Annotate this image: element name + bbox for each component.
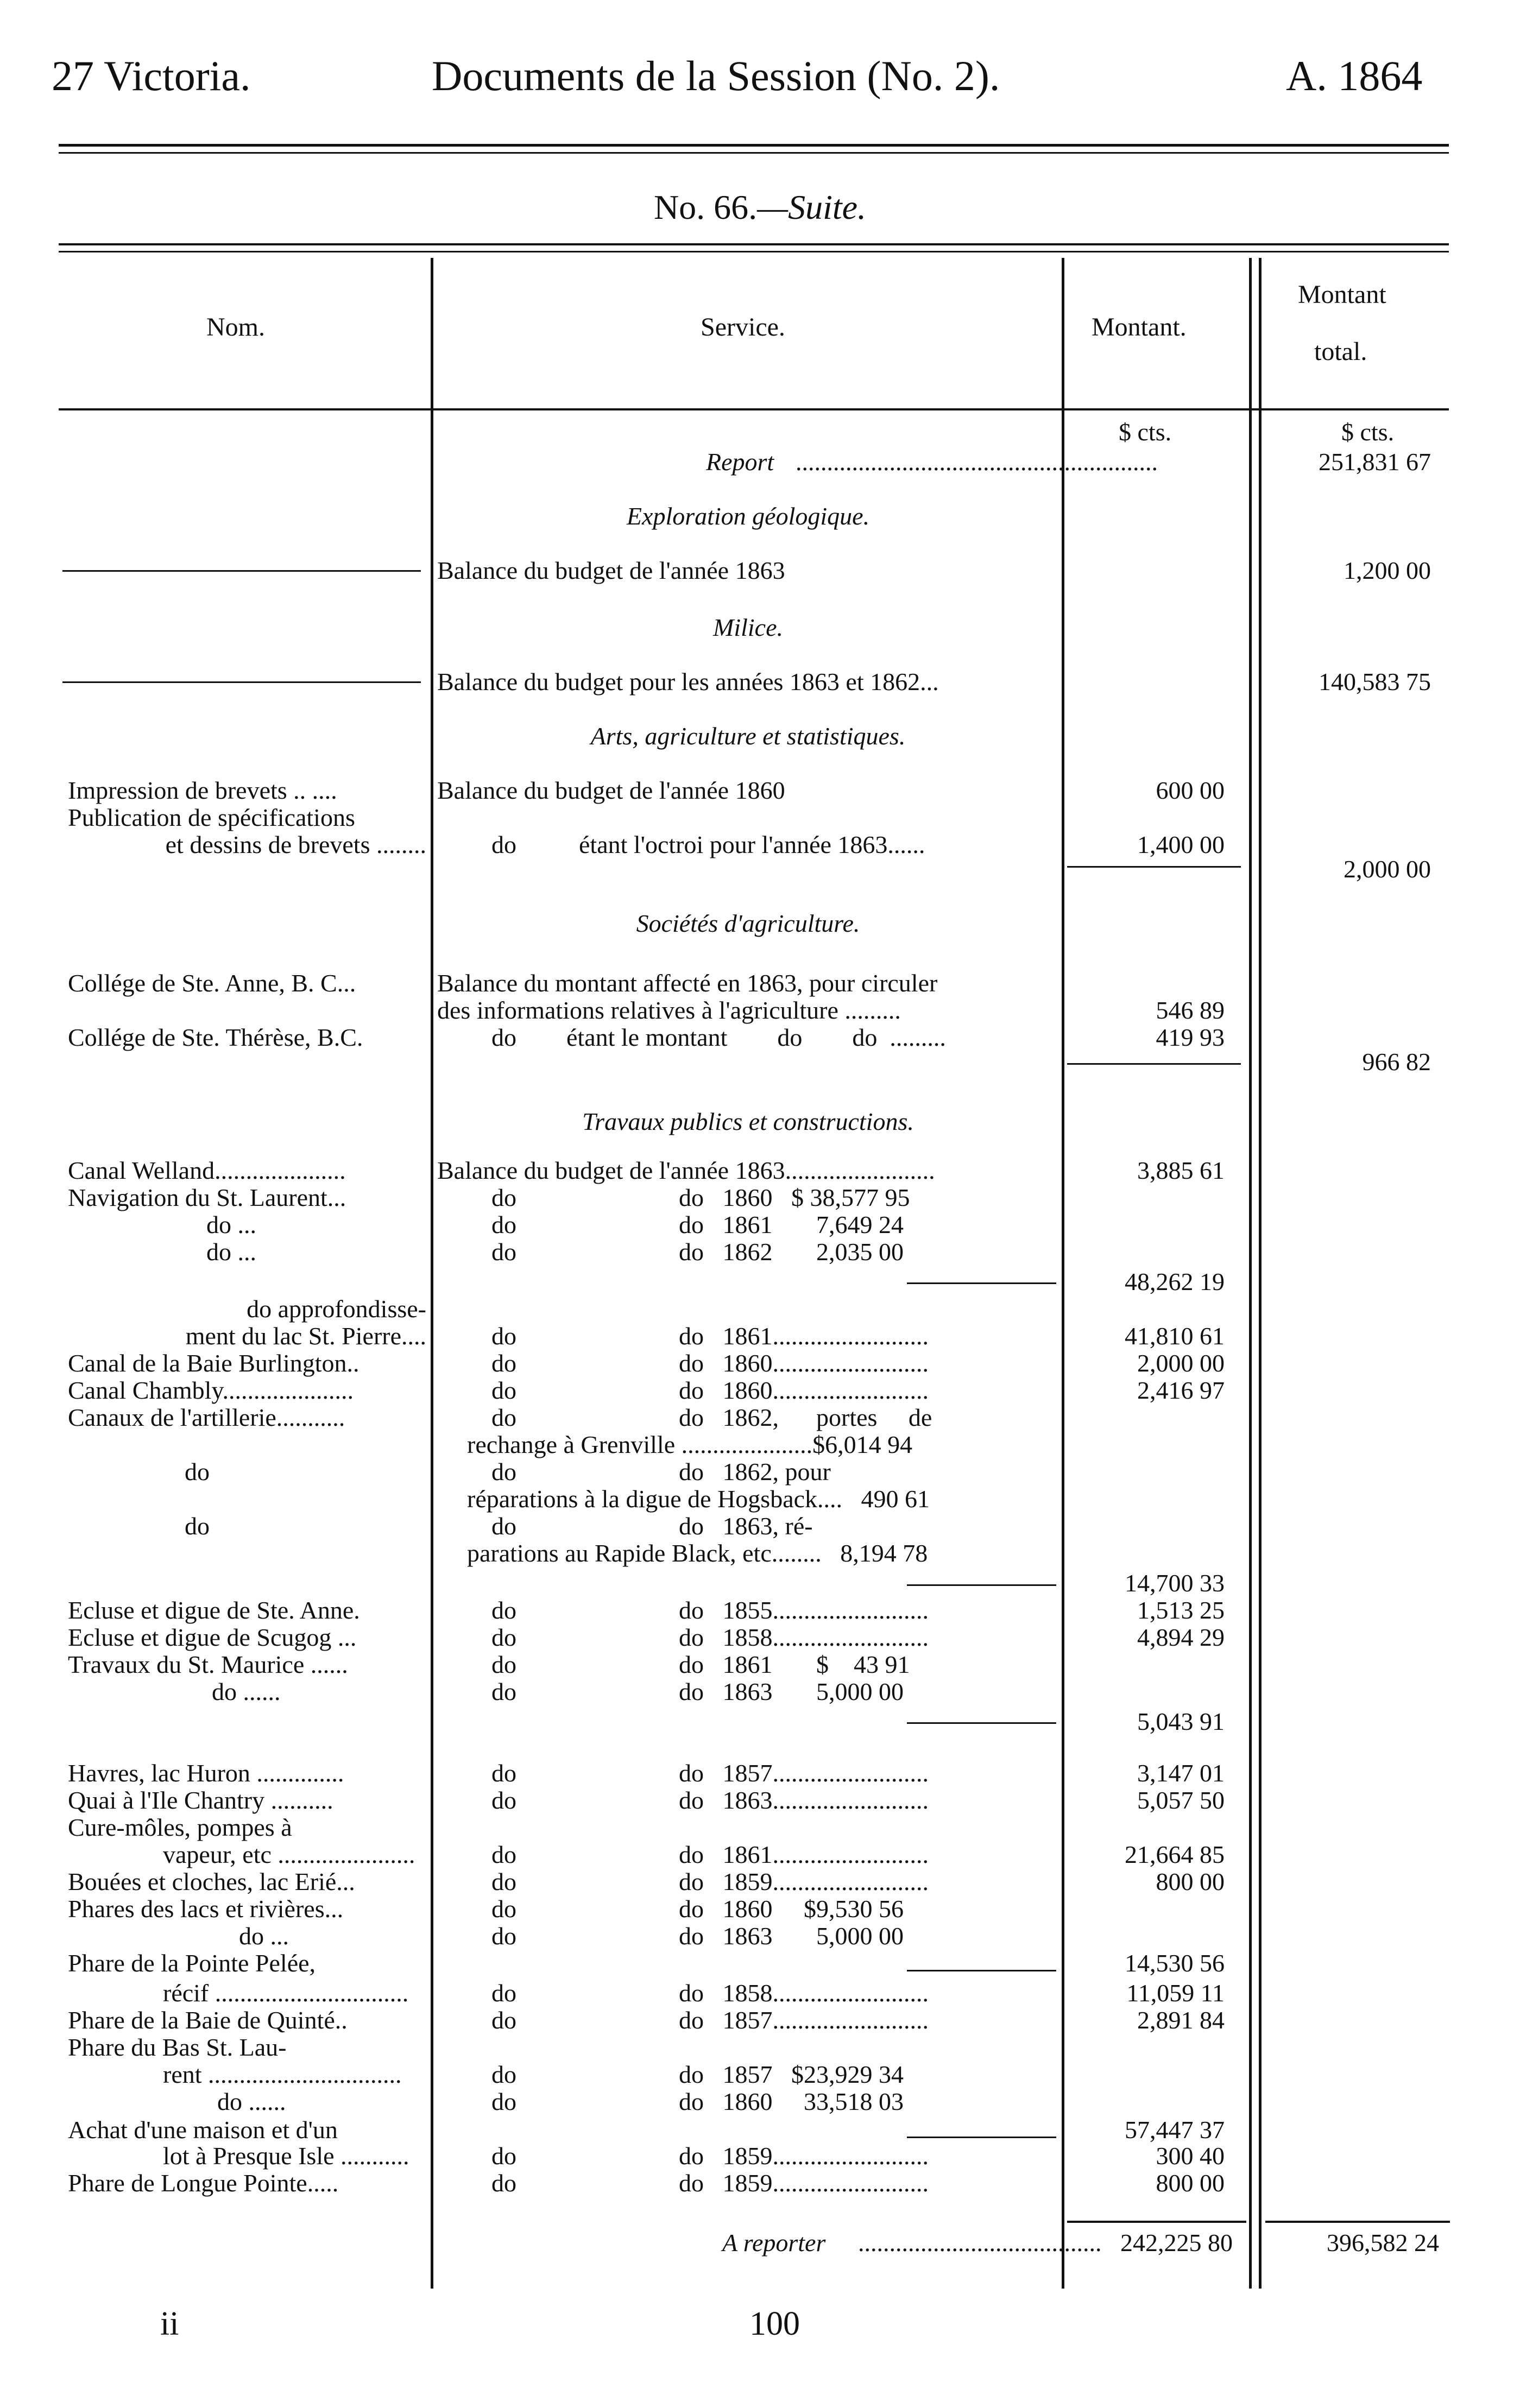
row-montant: 3,147 01 bbox=[1137, 1759, 1225, 1787]
footer-left: ii bbox=[160, 2305, 179, 2342]
row-service: do do 1862, portes de bbox=[491, 1404, 932, 1431]
nom-dash-geo bbox=[62, 570, 421, 572]
report-total: 251,831 67 bbox=[1319, 448, 1431, 476]
row-service: do do 1861 7,649 24 bbox=[491, 1211, 904, 1238]
row-nom: Collége de Ste. Anne, B. C... bbox=[68, 969, 356, 997]
row-service: do do 1858......................... bbox=[491, 1623, 929, 1651]
row-nom: Canal Chambly..................... bbox=[68, 1376, 354, 1404]
report-label: Report bbox=[706, 448, 774, 476]
montant-total-rule bbox=[1067, 2221, 1246, 2223]
row-montant: 11,059 11 bbox=[1126, 1979, 1225, 2007]
subtotal-rule-arts bbox=[1067, 866, 1241, 868]
row-nom: Phare de la Pointe Pelée, bbox=[68, 1949, 316, 1977]
row-total: 140,583 75 bbox=[1319, 668, 1431, 696]
row-nom: Travaux du St. Maurice ...... bbox=[68, 1651, 348, 1678]
col-rule-4 bbox=[1259, 258, 1262, 2289]
row-nom: do ... bbox=[206, 1211, 256, 1238]
row-nom: et dessins de brevets ........ bbox=[165, 831, 426, 858]
row-total: 1,200 00 bbox=[1344, 557, 1431, 584]
row-nom: do bbox=[185, 1512, 210, 1540]
col-header-service: Service. bbox=[701, 313, 785, 342]
title-number: No. 66. bbox=[653, 188, 758, 226]
row-nom: do ...... bbox=[217, 2088, 286, 2115]
currency-total: $ cts. bbox=[1341, 418, 1395, 446]
row-service: do do 1863 5,000 00 bbox=[491, 1922, 904, 1950]
row-nom: Cure-môles, pompes à bbox=[68, 1813, 292, 1841]
row-service: do do 1860 $ 38,577 95 bbox=[491, 1184, 910, 1211]
col-rule-3 bbox=[1249, 258, 1252, 2289]
row-nom: Phare de la Baie de Quinté.. bbox=[68, 2006, 348, 2034]
subtotal-rule-baslaurent bbox=[907, 2137, 1056, 2138]
reporter-label: A reporter bbox=[722, 2229, 826, 2257]
reporter-total: 396,582 24 bbox=[1327, 2229, 1439, 2257]
row-service: do do 1863, ré- bbox=[491, 1512, 813, 1540]
row-montant: 48,262 19 bbox=[1125, 1268, 1225, 1295]
row-nom: Canal de la Baie Burlington.. bbox=[68, 1349, 359, 1377]
currency-montant: $ cts. bbox=[1119, 418, 1172, 446]
row-montant: 419 93 bbox=[1156, 1023, 1225, 1051]
report-leader: .......................................................... bbox=[796, 448, 1158, 476]
row-service: do do 1862, pour bbox=[491, 1458, 831, 1486]
row-service: do do 1859......................... bbox=[491, 2169, 929, 2197]
row-nom: do ... bbox=[206, 1238, 256, 1266]
row-nom: vapeur, etc ...................... bbox=[163, 1841, 415, 1868]
section-societes: Sociétés d'agriculture. bbox=[636, 909, 860, 937]
row-nom: Publication de spécifications bbox=[68, 804, 355, 831]
row-service: do do 1860 33,518 03 bbox=[491, 2088, 904, 2115]
subtotal-rule-societes bbox=[1067, 1063, 1241, 1065]
row-montant: 2,891 84 bbox=[1137, 2006, 1225, 2034]
row-montant: 41,810 61 bbox=[1125, 1322, 1225, 1350]
nom-dash-milice bbox=[62, 681, 421, 683]
row-nom: Canal Welland..................... bbox=[68, 1156, 346, 1184]
row-nom: Quai à l'Ile Chantry .......... bbox=[68, 1786, 333, 1814]
row-nom: Impression de brevets .. .... bbox=[68, 776, 337, 804]
subtotal-rule-stlaurent bbox=[907, 1282, 1056, 1284]
row-montant: 2,000 00 bbox=[1137, 1349, 1225, 1377]
row-service: do do 1857 $23,929 34 bbox=[491, 2061, 904, 2088]
row-nom: Ecluse et digue de Scugog ... bbox=[68, 1623, 357, 1651]
row-montant: 14,700 33 bbox=[1125, 1569, 1225, 1597]
reporter-leader: ....................................... bbox=[858, 2229, 1102, 2257]
row-service: do do 1859......................... bbox=[491, 1868, 929, 1895]
row-service: Balance du budget de l'année 1863 bbox=[437, 557, 785, 584]
row-nom: ment du lac St. Pierre.... bbox=[185, 1322, 426, 1350]
row-service: do do 1863 5,000 00 bbox=[491, 1678, 904, 1705]
row-service: do do 1860......................... bbox=[491, 1349, 929, 1377]
row-nom: Collége de Ste. Thérèse, B.C. bbox=[68, 1023, 363, 1051]
row-service: Balance du budget pour les années 1863 et 1862... bbox=[437, 668, 939, 696]
footer-page-number: 100 bbox=[749, 2305, 800, 2342]
title-suite: —Suite. bbox=[757, 188, 867, 226]
row-montant: 14,530 56 bbox=[1125, 1949, 1225, 1977]
row-nom: rent ............................... bbox=[163, 2061, 402, 2088]
grand-total-rule bbox=[1265, 2221, 1450, 2223]
row-nom: lot à Presque Isle ........... bbox=[163, 2142, 409, 2170]
row-nom: do ... bbox=[239, 1922, 289, 1950]
row-nom: Havres, lac Huron .............. bbox=[68, 1759, 344, 1787]
row-service: do do 1861......................... bbox=[491, 1322, 929, 1350]
row-montant: 600 00 bbox=[1156, 776, 1225, 804]
section-travaux: Travaux publics et constructions. bbox=[582, 1108, 914, 1135]
row-nom: do ...... bbox=[212, 1678, 281, 1705]
row-service: do étant le montant do do ......... bbox=[491, 1023, 946, 1051]
row-service: do do 1860......................... bbox=[491, 1376, 929, 1404]
subtotal-rule-artillerie bbox=[907, 1584, 1056, 1586]
row-montant: 800 00 bbox=[1156, 1868, 1225, 1895]
row-service: des informations relatives à l'agriculture ......... bbox=[437, 996, 901, 1024]
header-rule bbox=[59, 144, 1449, 147]
reporter-montant: 242,225 80 bbox=[1120, 2229, 1233, 2257]
section-geo: Exploration géologique. bbox=[626, 502, 870, 530]
row-nom: Bouées et cloches, lac Erié... bbox=[68, 1868, 355, 1895]
header-right: A. 1864 bbox=[1286, 52, 1423, 99]
row-nom: Phare de Longue Pointe..... bbox=[68, 2169, 339, 2197]
section-arts: Arts, agriculture et statistiques. bbox=[590, 722, 906, 750]
row-service: do do 1861......................... bbox=[491, 1841, 929, 1868]
section-milice: Milice. bbox=[713, 614, 783, 641]
row-nom: do bbox=[185, 1458, 210, 1486]
row-montant: 5,057 50 bbox=[1137, 1786, 1225, 1814]
row-service: do do 1855......................... bbox=[491, 1596, 929, 1624]
header-bottom-rule bbox=[59, 408, 1449, 410]
table-top-rule-2 bbox=[59, 251, 1449, 252]
col-header-montant: Montant. bbox=[1092, 313, 1187, 342]
row-montant: 3,885 61 bbox=[1137, 1156, 1225, 1184]
row-nom: Achat d'une maison et d'un bbox=[68, 2116, 338, 2144]
table-top-rule bbox=[59, 243, 1449, 245]
row-service: Balance du budget de l'année 1860 bbox=[437, 776, 785, 804]
row-service: do do 1858......................... bbox=[491, 1979, 929, 2007]
row-service: do do 1861 $ 43 91 bbox=[491, 1651, 910, 1678]
row-total: 966 82 bbox=[1362, 1048, 1431, 1076]
row-service: Balance du budget de l'année 1863........................ bbox=[437, 1156, 935, 1184]
col-header-total-2: total. bbox=[1314, 337, 1367, 366]
col-header-total-1: Montant bbox=[1298, 280, 1386, 309]
row-total: 2,000 00 bbox=[1344, 855, 1431, 883]
row-service: do étant l'octroi pour l'année 1863...... bbox=[491, 831, 925, 858]
row-montant: 57,447 37 bbox=[1125, 2116, 1225, 2144]
header-left: 27 Victoria. bbox=[52, 52, 251, 99]
row-montant: 5,043 91 bbox=[1137, 1708, 1225, 1735]
row-nom: Phare du Bas St. Lau- bbox=[68, 2033, 287, 2061]
row-service: do do 1857......................... bbox=[491, 1759, 929, 1787]
row-nom: Canaux de l'artillerie........... bbox=[68, 1404, 345, 1431]
row-service: Balance du montant affecté en 1863, pour circuler bbox=[437, 969, 938, 997]
page-title bbox=[0, 187, 1520, 227]
row-montant: 546 89 bbox=[1156, 996, 1225, 1024]
header-rule-2 bbox=[59, 152, 1449, 154]
row-service: do do 1862 2,035 00 bbox=[491, 1238, 904, 1266]
row-nom: Ecluse et digue de Ste. Anne. bbox=[68, 1596, 360, 1624]
row-nom: do approfondisse- bbox=[247, 1295, 426, 1323]
row-service: do do 1857......................... bbox=[491, 2006, 929, 2034]
row-nom: récif ............................... bbox=[163, 1979, 409, 2007]
row-service: rechange à Grenville .....................$6,014 94 bbox=[467, 1431, 913, 1458]
row-montant: 1,513 25 bbox=[1137, 1596, 1225, 1624]
row-montant: 1,400 00 bbox=[1137, 831, 1225, 858]
row-service: parations au Rapide Black, etc........ 8,194 78 bbox=[467, 1539, 928, 1567]
row-service: do do 1863......................... bbox=[491, 1786, 929, 1814]
subtotal-rule-stmaurice bbox=[907, 1722, 1056, 1724]
row-nom: Phares des lacs et rivières... bbox=[68, 1895, 344, 1923]
row-montant: 800 00 bbox=[1156, 2169, 1225, 2197]
row-service: réparations à la digue de Hogsback.... 490 61 bbox=[467, 1485, 930, 1513]
row-montant: 4,894 29 bbox=[1137, 1623, 1225, 1651]
header-center: Documents de la Session (No. 2). bbox=[432, 52, 1000, 99]
subtotal-rule-phares bbox=[907, 1970, 1056, 1971]
row-nom: Navigation du St. Laurent... bbox=[68, 1184, 346, 1211]
col-rule-2 bbox=[1062, 258, 1064, 2289]
row-service: do do 1859......................... bbox=[491, 2142, 929, 2170]
row-service: do do 1860 $9,530 56 bbox=[491, 1895, 904, 1923]
row-montant: 21,664 85 bbox=[1125, 1841, 1225, 1868]
col-header-nom: Nom. bbox=[206, 313, 265, 342]
col-rule-1 bbox=[431, 258, 433, 2289]
row-montant: 300 40 bbox=[1156, 2142, 1225, 2170]
row-montant: 2,416 97 bbox=[1137, 1376, 1225, 1404]
